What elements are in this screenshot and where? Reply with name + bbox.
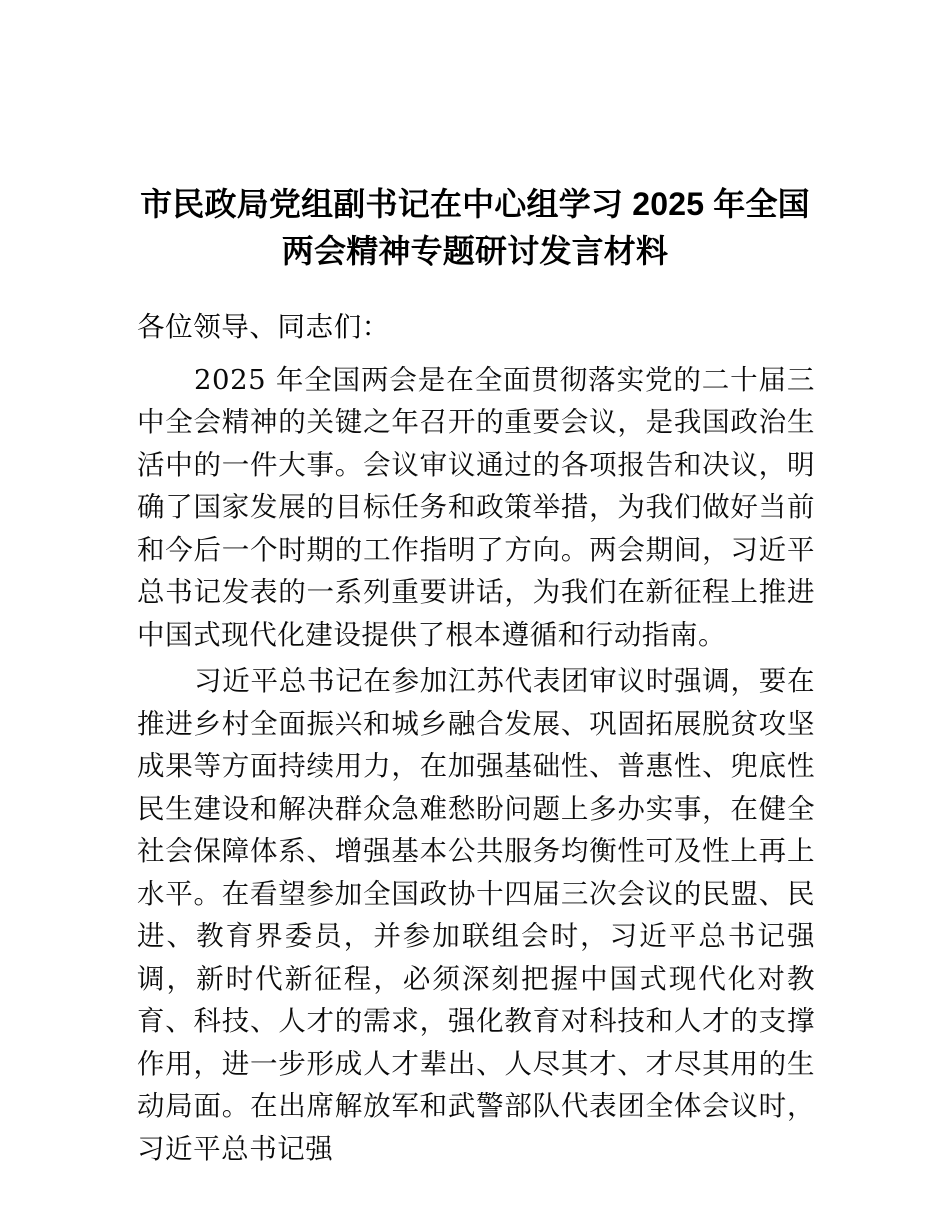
title-line-1: 市民政局党组副书记在中心组学习 2025 年全国 <box>140 186 810 223</box>
document-body <box>137 306 815 1170</box>
body-paragraph-1: 2025 年全国两会是在全面贯彻落实党的二十届三中全会精神的关键之年召开的重要会议，是我国政治生活中的一件大事。会议审议通过的各项报告和决议，明确了国家发展的目标任务和政策举措，为我们做好当前和今后一个时期的工作指明了方向。两会期间，习近平总书记发表的一系列重要讲话，为我们在新征程上推进中国式现代化建设提供了根本遵循和行动指南。 <box>137 363 815 651</box>
salutation: 各位领导、同志们： <box>137 311 390 343</box>
body-paragraph-2: 习近平总书记在参加江苏代表团审议时强调，要在推进乡村全面振兴和城乡融合发展、巩固拓展脱贫攻坚成果等方面持续用力，在加强基础性、普惠性、兜底性民生建设和解决群众急难愁盼问题上多办实事，在健全社会保障体系、增强基本公共服务均衡性可及性上再上水平。在看望参加全国政协十四届三次会议的民盟、民进、教育界委员，并参加联组会时，习近平总书记强调，新时代新征程，必须深刻把握中国式现代化对教育、科技、人才的需求，强化教育对科技和人才的支撑作用，进一步形成人才辈出、人尽其才、才尽其用的生动局面。在出席解放军和武警部队代表团全体会议时，习近平总书记强 <box>137 665 815 1165</box>
page-title <box>137 181 813 275</box>
title-line-2: 两会精神专题研讨发言材料 <box>281 233 669 270</box>
